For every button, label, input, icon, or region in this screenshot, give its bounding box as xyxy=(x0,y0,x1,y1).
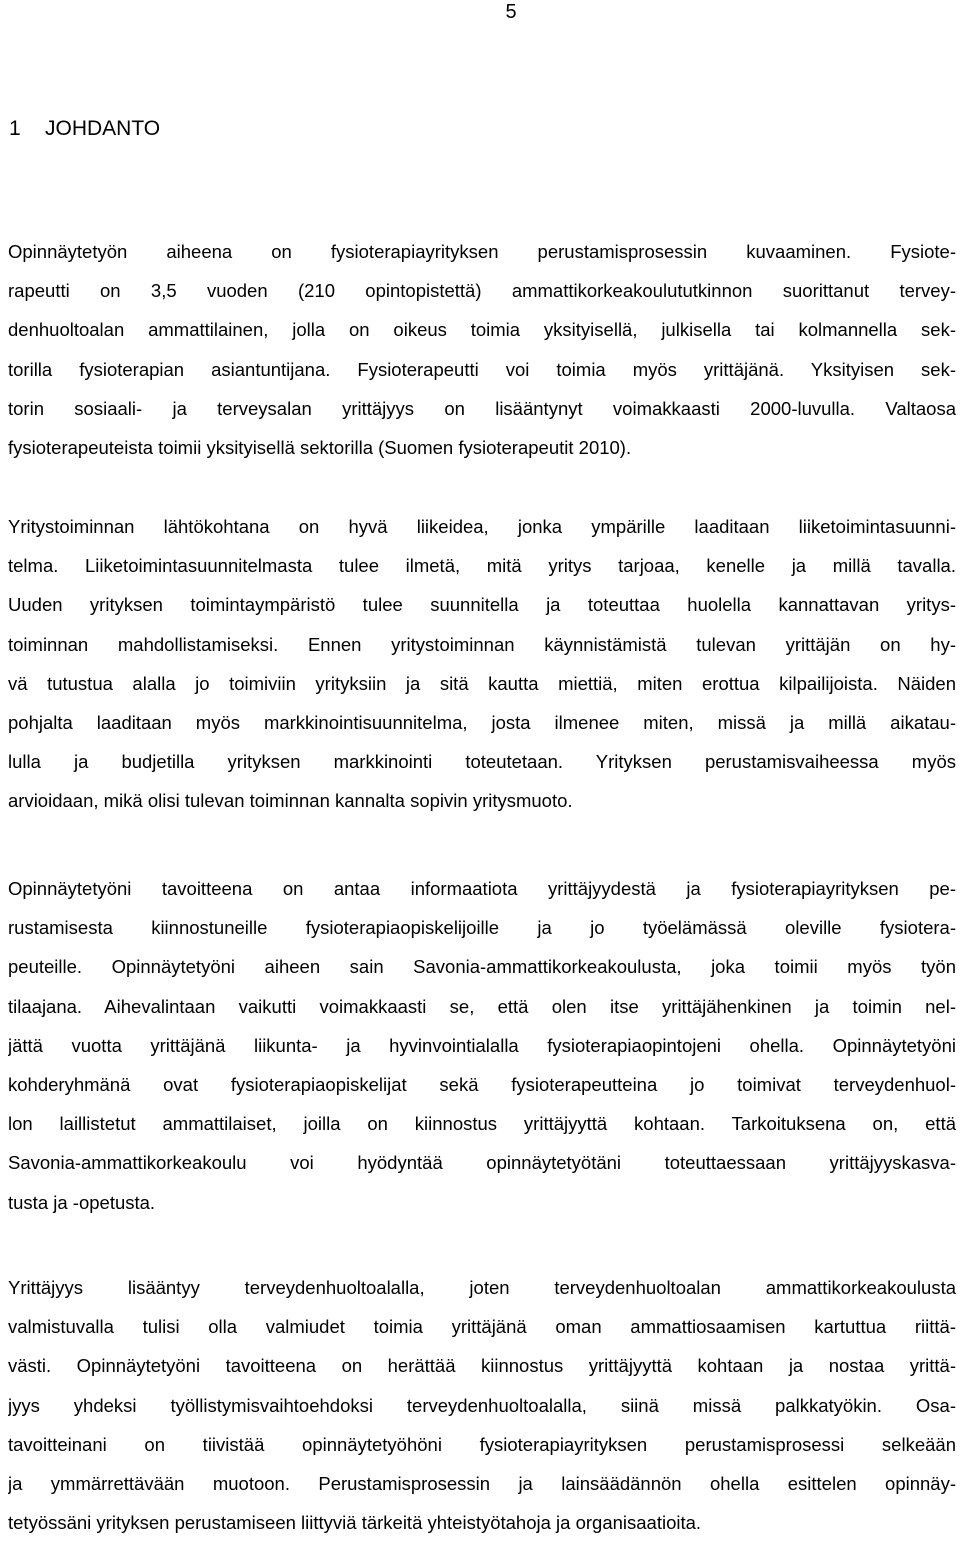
paragraph-line: torilla fysioterapian asiantuntijana. Fysioterapeutti voi toimia myös yrittäjänä. Yksityisen sek- xyxy=(8,358,956,380)
paragraph-line: rustamisesta kiinnostuneille fysioterapiaopiskelijoille ja jo työelämässä oleville fysiotera- xyxy=(8,917,956,939)
paragraph-line: Opinnäytetyön aiheena on fysioterapiayrityksen perustamisprosessin kuvaaminen. Fysiote- xyxy=(8,241,956,262)
paragraph-line: vä tutustua alalla jo toimiviin yrityksiin ja sitä kautta miettiä, miten erottua kilpailijoista. Näiden xyxy=(8,672,956,694)
chapter-number: 1 xyxy=(9,117,21,140)
paragraph-line: tavoitteinani on tiivistää opinnäytetyöhöni fysioterapiayrityksen perustamisprosessi selkeään xyxy=(8,1433,956,1455)
paragraph-line: Savonia-ammattikorkeakoulu voi hyödyntää opinnäytetyötäni toteuttaessaan yrittäjyyskasva- xyxy=(8,1152,956,1174)
paragraph-line: denhuoltoalan ammattilainen, jolla on oikeus toimia yksityisellä, julkisella tai kolmannella sek- xyxy=(8,319,956,341)
chapter-title: JOHDANTO xyxy=(45,117,161,140)
paragraph-line: lulla ja budjetilla yrityksen markkinointi toteutetaan. Yrityksen perustamisvaiheessa myös xyxy=(8,751,956,773)
paragraph-1 xyxy=(8,232,956,467)
paragraph-line: kohderyhmänä ovat fysioterapiaopiskelijat sekä fysioterapeutteina jo toimivat terveydenhuol- xyxy=(8,1074,956,1096)
paragraph-3 xyxy=(8,869,956,1222)
paragraph-4 xyxy=(8,1268,956,1542)
paragraph-line: tusta ja -opetusta. xyxy=(8,1191,156,1213)
paragraph-line: västi. Opinnäytetyöni tavoitteena on herättää kiinnostus yrittäjyyttä kohtaan ja nostaa yrittä- xyxy=(8,1355,956,1377)
chapter-heading xyxy=(9,116,160,142)
paragraph-line: torin sosiaali- ja terveysalan yrittäjyys on lisääntynyt voimakkaasti 2000-luvulla. Valtaosa xyxy=(8,397,956,419)
paragraph-line: peuteille. Opinnäytetyöni aiheen sain Savonia-ammattikorkeakoulusta, joka toimii myös työn xyxy=(8,956,956,978)
paragraph-line: jyys yhdeksi työllistymisvaihtoehdoksi terveydenhuoltoalalla, siinä missä palkkatyökin. Osa- xyxy=(8,1394,956,1416)
paragraph-line: Yrittäjyys lisääntyy terveydenhuoltoalalla, joten terveydenhuoltoalan ammattikorkeakoulusta xyxy=(8,1277,956,1298)
page-number: 5 xyxy=(505,1,517,23)
paragraph-line: Uuden yrityksen toimintaympäristö tulee suunnitella ja toteuttaa huolella kannattavan yritys- xyxy=(8,594,956,616)
paragraph-line: tilaajana. Aihevalintaan vaikutti voimakkaasti se, että olen itse yrittäjähenkinen ja toimin nel- xyxy=(8,995,956,1017)
paragraph-line: fysioterapeuteista toimii yksityisellä sektorilla (Suomen fysioterapeutit 2010). xyxy=(8,437,632,459)
paragraph-line: tetyössäni yrityksen perustamiseen liittyviä tärkeitä yhteistyötahoja ja organisaatioita. xyxy=(8,1512,702,1534)
paragraph-line: lon laillistetut ammattilaiset, joilla on kiinnostus yrittäjyyttä kohtaan. Tarkoituksena on, että xyxy=(8,1113,956,1135)
paragraph-line: telma. Liiketoimintasuunnitelmasta tulee ilmetä, mitä yritys tarjoaa, kenelle ja millä tavalla. xyxy=(8,555,956,577)
paragraph-line: arvioidaan, mikä olisi tulevan toiminnan kannalta sopivin yritysmuoto. xyxy=(8,790,573,812)
paragraph-line: ja ymmärrettävään muotoon. Perustamisprosessin ja lainsäädännön ohella esittelen opinnäy- xyxy=(8,1473,956,1495)
paragraph-line: toiminnan mahdollistamiseksi. Ennen yritystoiminnan käynnistämistä tulevan yrittäjän on hy- xyxy=(8,633,956,655)
paragraph-line: Yritystoiminnan lähtökohtana on hyvä liikeidea, jonka ympärille laaditaan liiketoimintasuunni- xyxy=(8,516,956,537)
paragraph-line: jättä vuotta yrittäjänä liikunta- ja hyvinvointialalla fysioterapiaopintojeni ohella. Opinnäytetyöni xyxy=(8,1034,956,1056)
paragraph-line: valmistuvalla tulisi olla valmiudet toimia yrittäjänä oman ammattiosaamisen kartuttua riittä- xyxy=(8,1316,956,1338)
paragraph-line: Opinnäytetyöni tavoitteena on antaa informaatiota yrittäjyydestä ja fysioterapiayrityksen pe- xyxy=(8,878,956,899)
paragraph-line: rapeutti on 3,5 vuoden (210 opintopistettä) ammattikorkeakoulututkinnon suorittanut tervey- xyxy=(8,280,956,302)
paragraph-2 xyxy=(8,507,956,821)
paragraph-line: pohjalta laaditaan myös markkinointisuunnitelma, josta ilmenee miten, missä ja millä aikatau- xyxy=(8,712,956,734)
